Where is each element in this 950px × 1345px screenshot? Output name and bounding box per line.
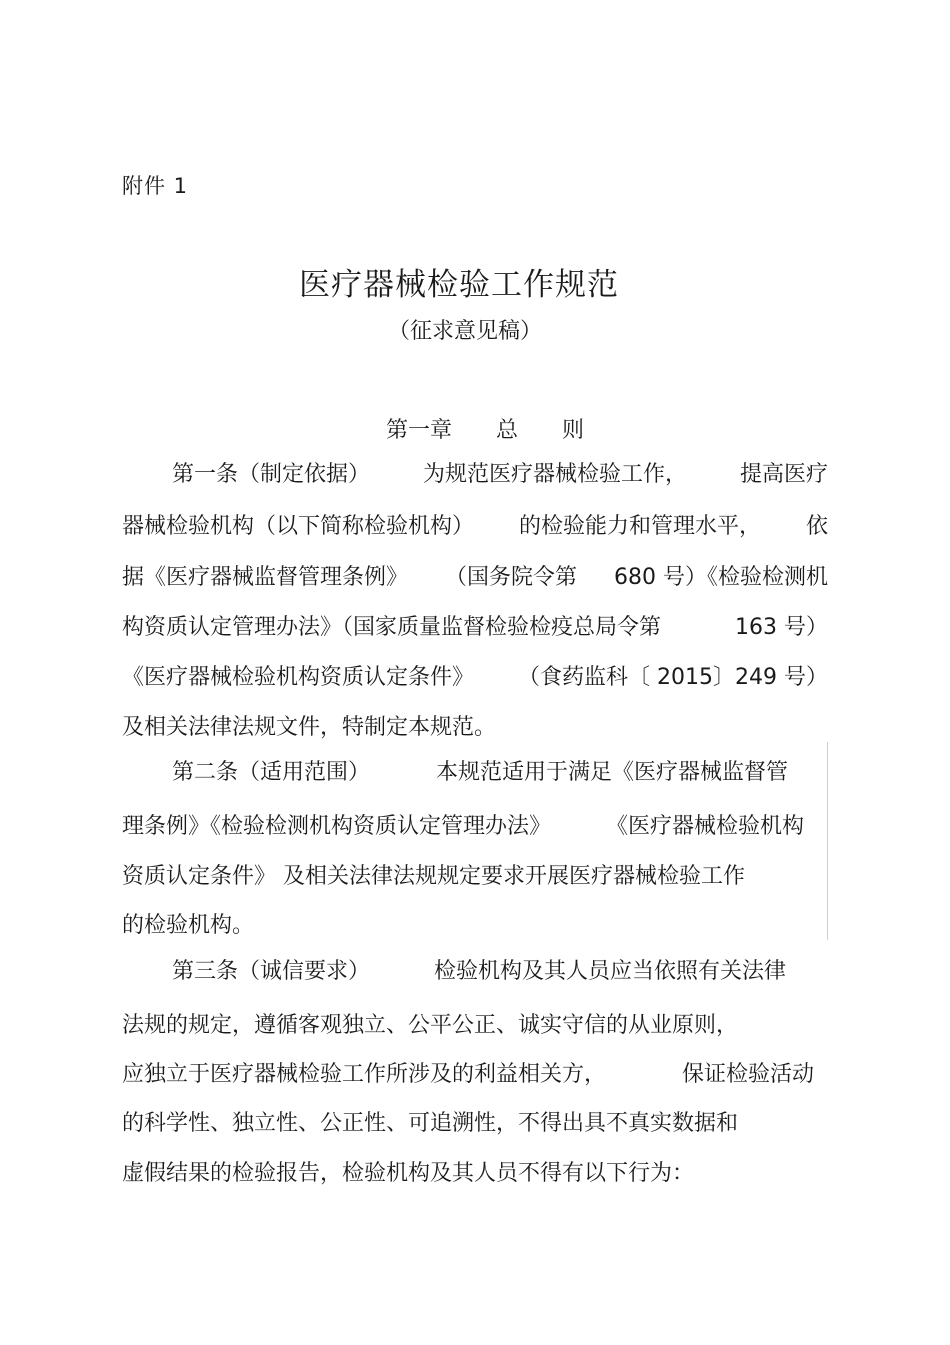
- text-segment: 的科学性、独立性、公正性、可追溯性，不得出具不真实数据和: [122, 1111, 739, 1136]
- chapter-heading: 第一章 总 则: [386, 418, 585, 443]
- text-segment: （食药监科〔 2015〕249 号）: [518, 665, 828, 690]
- text-segment: 理条例》《检验检测机构资质认定管理办法》: [122, 814, 552, 839]
- text-segment: 的检验能力和管理水平，: [518, 514, 761, 539]
- article3-line3: [122, 1059, 814, 1091]
- text-segment: 构资质认定管理办法》（国家质量监督检验检疫总局令第: [122, 615, 662, 640]
- margin-rule: [827, 742, 828, 940]
- text-segment: 本规范适用于满足《医疗器械监督管: [435, 760, 788, 785]
- article3-heading: 第三条（诚信要求）: [172, 959, 371, 984]
- document-subtitle: （征求意见稿）: [387, 319, 542, 344]
- text-segment: 据《医疗器械监督管理条例》: [122, 565, 409, 590]
- text-segment: 163 号）: [735, 615, 828, 640]
- article1-line3: [122, 562, 828, 594]
- text-segment: （国务院令第: [445, 565, 578, 590]
- text-segment: 的检验机构。: [122, 913, 255, 938]
- text-segment: 资质认定条件》 及相关法律法规规定要求开展医疗器械检验工作: [122, 864, 745, 889]
- text-segment: 提高医疗: [739, 462, 828, 487]
- article1-line5: [122, 662, 828, 694]
- text-segment: 检验机构及其人员应当依照有关法律: [433, 959, 786, 984]
- article2-line1: [172, 757, 788, 789]
- text-segment: 法规的规定，遵循客观独立、公平公正、诚实守信的从业原则，: [122, 1013, 739, 1038]
- text-segment: 《医疗器械检验机构: [605, 814, 804, 839]
- article2-line4: [122, 910, 828, 942]
- text-segment: 为规范医疗器械检验工作，: [422, 462, 687, 487]
- article2-heading: 第二条（适用范围）: [172, 760, 371, 785]
- article3-line1: [172, 956, 786, 988]
- article2-line2: [122, 811, 804, 843]
- article1-heading: 第一条（制定依据）: [172, 462, 371, 487]
- article3-line2: [122, 1010, 828, 1042]
- text-segment: 《医疗器械检验机构资质认定条件》: [122, 665, 475, 690]
- text-segment: 应独立于医疗器械检验工作所涉及的利益相关方，: [122, 1062, 607, 1087]
- article3-line4: [122, 1108, 828, 1140]
- article1-line6: [122, 712, 828, 744]
- article1-line1: [172, 459, 828, 491]
- text-segment: 680 号）《检验检测机: [614, 565, 828, 590]
- text-segment: 依: [805, 514, 828, 539]
- text-segment: 虚假结果的检验报告，检验机构及其人员不得有以下行为：: [122, 1161, 695, 1186]
- article2-line3: [122, 861, 828, 893]
- article1-line4: [122, 612, 828, 644]
- attachment-label: 附件 1: [122, 174, 189, 198]
- article1-line2: [122, 511, 828, 543]
- article3-line5: [122, 1158, 828, 1190]
- text-segment: 保证检验活动: [681, 1062, 814, 1087]
- text-segment: 及相关法律法规文件，特制定本规范。: [122, 715, 497, 740]
- document-title: 医疗器械检验工作规范: [299, 267, 619, 303]
- text-segment: 器械检验机构（以下简称检验机构）: [122, 514, 475, 539]
